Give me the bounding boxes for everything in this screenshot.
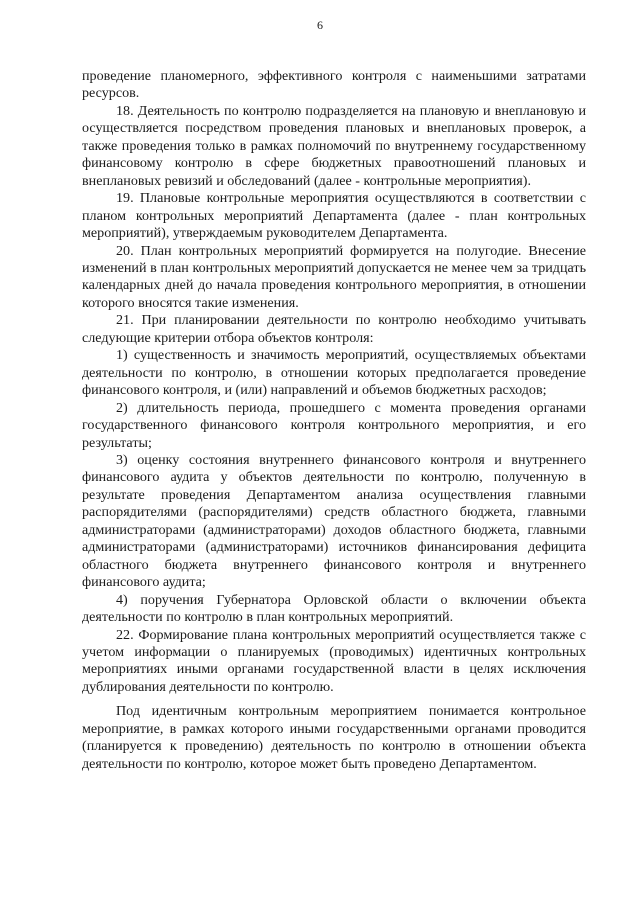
paragraph-20: 20. План контрольных мероприятий формируется на полугодие. Внесение изменений в план контрольных мероприятий допускается не менее чем за тридцать календарных дней до начала проведения контрольного мероприятия, в отношении которого вносятся такие изменения. [82,242,586,311]
criterion-4: 4) поручения Губернатора Орловской области о включении объекта деятельности по контролю в план контрольных мероприятий. [82,591,586,626]
criterion-3: 3) оценку состояния внутреннего финансового контроля и внутреннего финансового аудита у объектов деятельности по контролю, полученную в результате проведения Департаментом анализа осуществления главными распорядителями (распорядителями) средств областного бюджета, главными администраторами (администраторами) доходов областного бюджета, главными администраторами (администраторами) источников финансирования дефицита областного бюджета внутреннего финансового контроля и внутреннего финансового аудита; [82,451,586,591]
page-number: 6 [317,18,323,32]
paragraph-21: 21. При планировании деятельности по контролю необходимо учитывать следующие критерии отбора объектов контроля: [82,312,586,346]
paragraph-19: 19. Плановые контрольные мероприятия осуществляются в соответствии с планом контрольных мероприятий Департамента (далее - план контрольных мероприятий), утверждаемым руководителем Департамента. [82,190,586,242]
paragraph-continuation: проведение планомерного, эффективного контроля с наименьшими затратами ресурсов. [82,68,586,102]
paragraph-18: 18. Деятельность по контролю подразделяется на плановую и внеплановую и осуществляется посредством проведения плановых и внеплановых проверок, а также проведения только в рамках полномочий по внутреннему государственному финансовому контролю в сфере бюджетных правоотношений плановых и внеплановых ревизий и обследований (далее - контрольные мероприятия). [82,102,586,189]
paragraph-22: 22. Формирование плана контрольных мероприятий осуществляется также с учетом информации о планируемых (проводимых) идентичных контрольных мероприятиях иными органами государственной власти в целях исключения дублирования деятельности по контролю. [82,626,586,695]
document-body [82,68,586,773]
criterion-1: 1) существенность и значимость мероприятий, осуществляемых объектами деятельности по контролю, в отношении которых предполагается проведение финансового контроля, и (или) направлений и объемов бюджетных расходов; [82,347,586,399]
paragraph-identical-definition: Под идентичным контрольным мероприятием понимается контрольное мероприятие, в рамках которого иными государственными органами проводится (планируется к проведению) деятельность по контролю в отношении объекта деятельности по контролю, которое может быть проведено Департаментом. [82,703,586,772]
criterion-2: 2) длительность периода, прошедшего с момента проведения органами государственного финансового контроля контрольного мероприятия, и его результаты; [82,399,586,451]
